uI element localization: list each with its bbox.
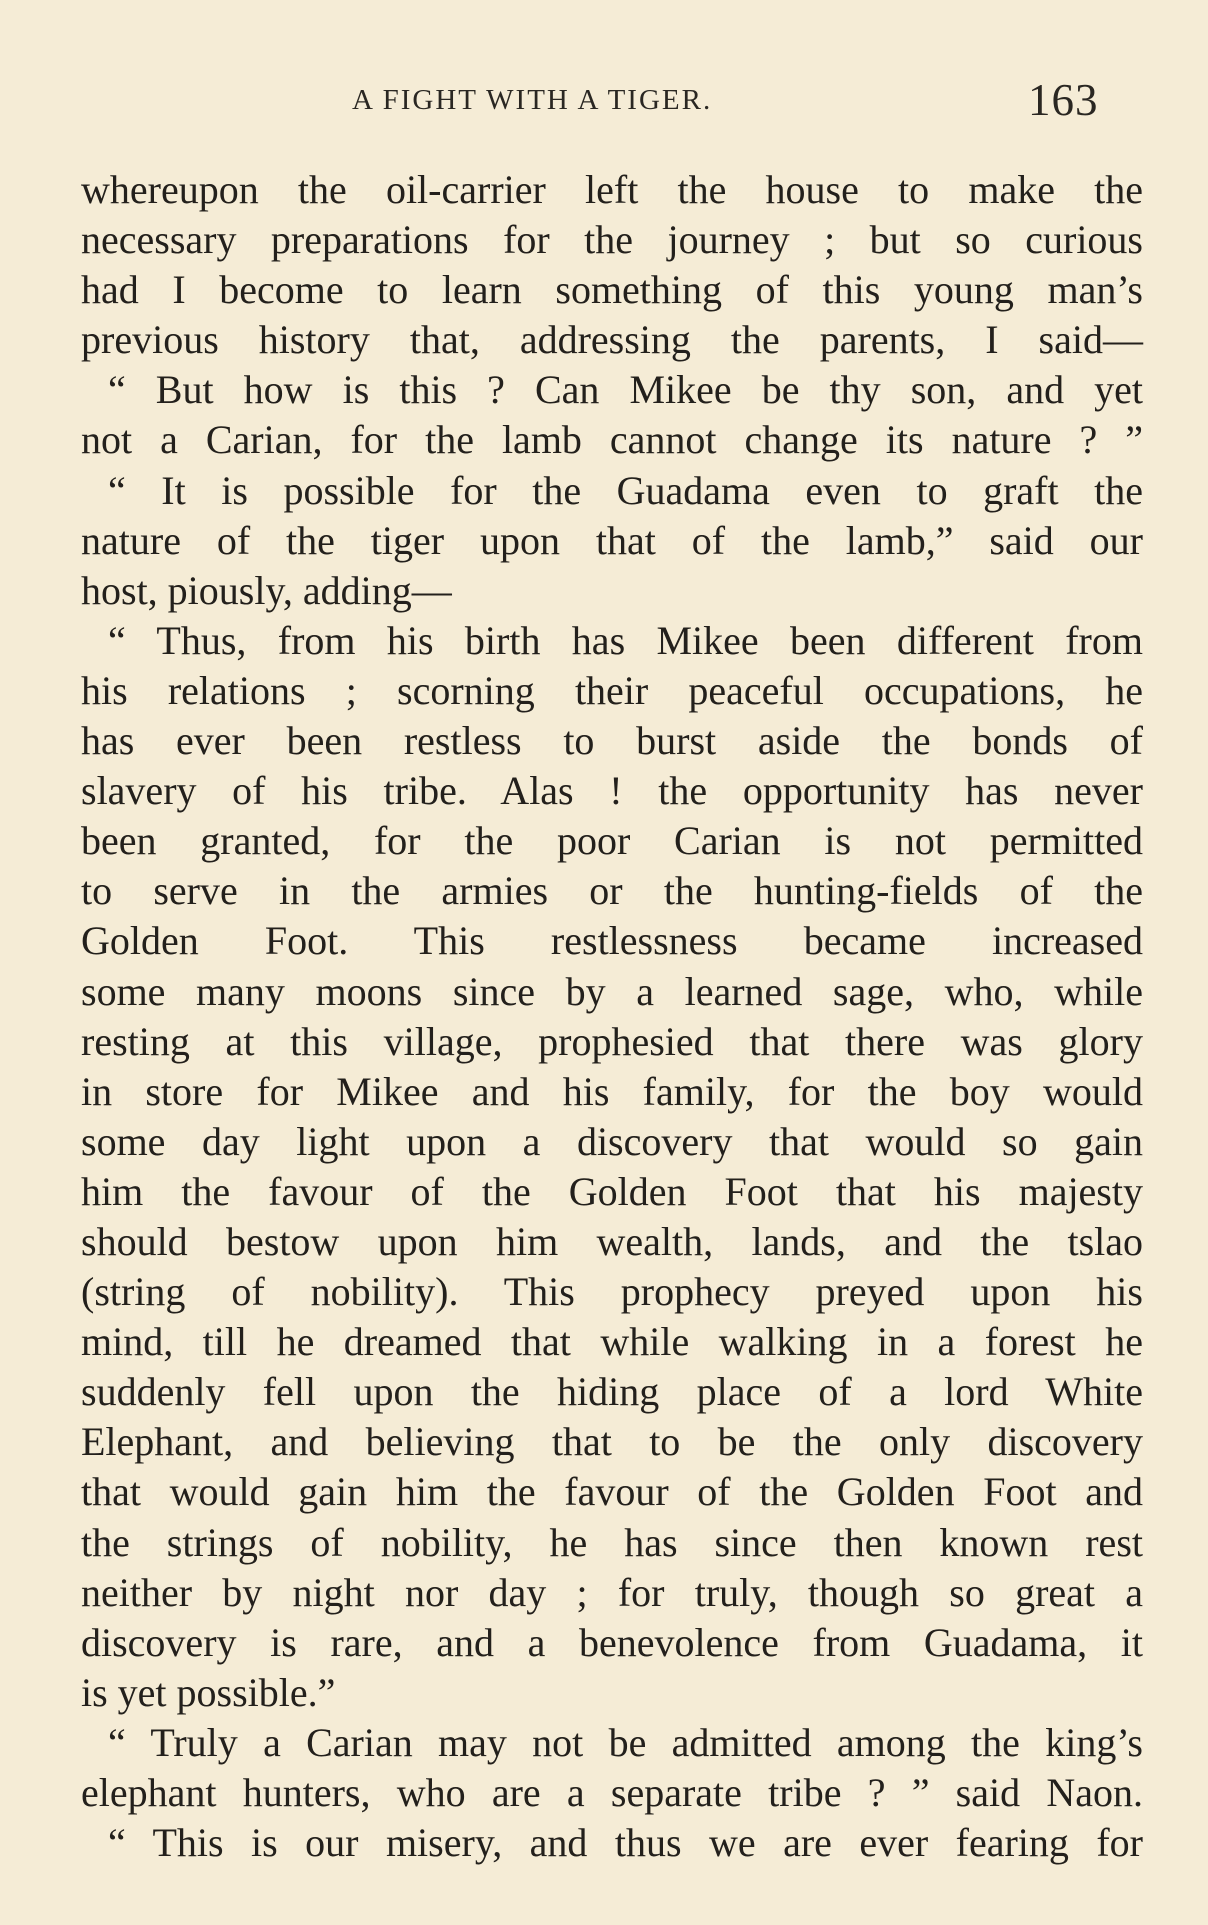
text-line: “ It is possible for the Guadama even to graft the: [108, 467, 1143, 513]
text-line: “ But how is this ? Can Mikee be thy son, and yet: [108, 367, 1143, 413]
text-line: him the favour of the Golden Foot that his majesty: [81, 1168, 1143, 1214]
text-line: Golden Foot. This restlessness became increased: [81, 918, 1143, 964]
text-line: resting at this village, prophesied that there was glory: [81, 1018, 1143, 1064]
text-line: that would gain him the favour of the Golden Foot and: [81, 1469, 1143, 1515]
text-line: had I become to learn something of this young man’s: [81, 267, 1143, 313]
text-line: elephant hunters, who are a separate tribe ? ” said Naon.: [81, 1770, 1143, 1815]
text-line: host, piously, adding—: [81, 567, 452, 613]
text-line: nature of the tiger upon that of the lamb,” said our: [81, 517, 1143, 563]
page-number: 163: [1028, 75, 1099, 125]
text-line: “ Truly a Carian may not be admitted among the king’s: [108, 1719, 1143, 1765]
body-text: [81, 165, 1143, 1868]
text-line: Elephant, and believing that to be the only discovery: [81, 1419, 1143, 1465]
text-line: is yet possible.”: [81, 1669, 336, 1715]
text-line: previous history that, addressing the parents, I said—: [81, 317, 1143, 363]
text-line: to serve in the armies or the hunting-fields of the: [81, 868, 1143, 914]
text-line: mind, till he dreamed that while walking in a forest he: [81, 1319, 1143, 1365]
text-line: “ This is our misery, and thus we are ever fearing for: [108, 1820, 1143, 1866]
text-line: in store for Mikee and his family, for the boy would: [81, 1068, 1143, 1114]
text-line: whereupon the oil-carrier left the house to make the: [81, 167, 1143, 212]
text-line: not a Carian, for the lamb cannot change its nature ? ”: [81, 417, 1143, 463]
text-line: “ Thus, from his birth has Mikee been different from: [108, 617, 1143, 663]
text-line: neither by night nor day ; for truly, though so great a: [81, 1569, 1143, 1615]
text-line: should bestow upon him wealth, lands, and the tslao: [81, 1218, 1143, 1264]
text-line: has ever been restless to burst aside the bonds of: [81, 718, 1143, 764]
text-line: some many moons since by a learned sage, who, while: [81, 968, 1143, 1014]
text-line: the strings of nobility, he has since then known rest: [81, 1519, 1143, 1565]
text-line: some day light upon a discovery that would so gain: [81, 1118, 1143, 1164]
text-line: his relations ; scorning their peaceful occupations, he: [81, 667, 1143, 713]
text-line: (string of nobility). This prophecy preyed upon his: [81, 1269, 1143, 1315]
text-line: discovery is rare, and a benevolence from Guadama, it: [81, 1619, 1143, 1665]
text-line: slavery of his tribe. Alas ! the opportunity has never: [81, 768, 1143, 814]
text-line: necessary preparations for the journey ; but so curious: [81, 217, 1143, 263]
running-title: A FIGHT WITH A TIGER.: [352, 84, 713, 116]
running-head: [0, 74, 1208, 124]
text-line: suddenly fell upon the hiding place of a lord White: [81, 1369, 1143, 1415]
text-line: been granted, for the poor Carian is not permitted: [81, 818, 1143, 864]
